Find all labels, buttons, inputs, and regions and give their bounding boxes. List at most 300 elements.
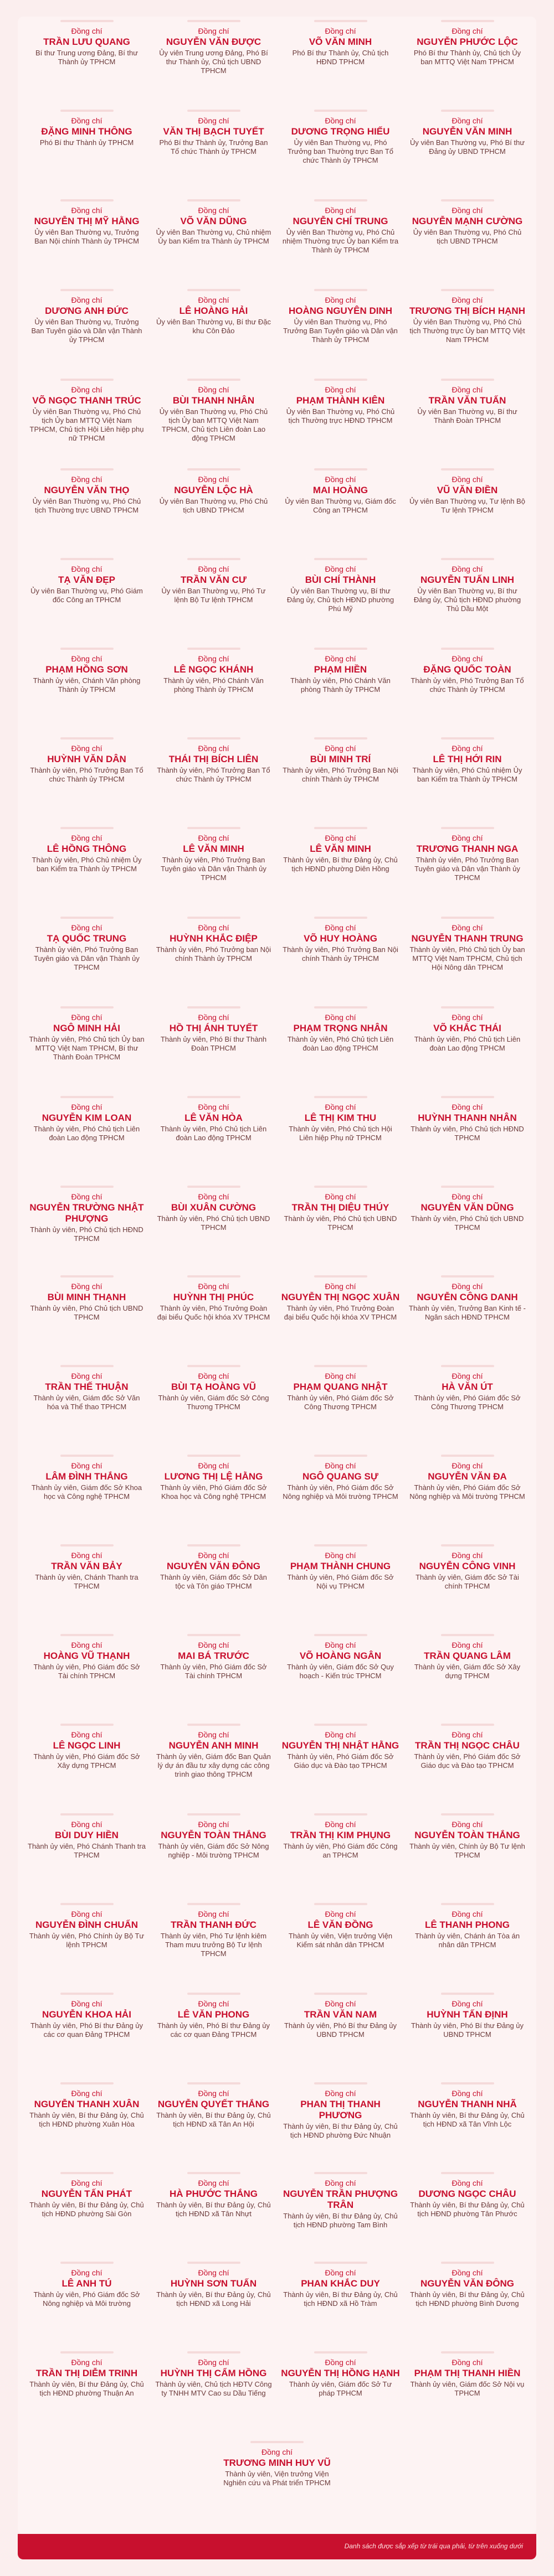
person-title: Ủy viên Ban Thường vụ, Phó Chủ tịch Thường trực UBND TPHCM bbox=[32, 497, 141, 514]
person-title: Ủy viên Ban Thường vụ, Phó Chủ tịch Thường trực Ủy ban MTTQ Việt Nam TPHCM bbox=[409, 318, 525, 344]
person-name: NGUYỄN CÔNG VINH bbox=[419, 1561, 516, 1571]
person-card bbox=[280, 1362, 401, 1451]
person-title: Thành ủy viên, Phó Giám đốc Sở Nông nghiệp và Môi trường TPHCM bbox=[409, 1483, 525, 1501]
person-name: NGUYỄN CHÍ TRUNG bbox=[293, 216, 388, 226]
person-prefix: Đồng chí bbox=[452, 1910, 483, 1918]
person-title: Thành ủy viên, Phó Trưởng Ban Nội chính Thành ủy TPHCM bbox=[283, 945, 398, 963]
person-name: TRẦN THỊ NGỌC CHÂU bbox=[415, 1740, 520, 1751]
person-card bbox=[153, 1362, 274, 1451]
person-name: LÊ THANH PHONG bbox=[425, 1920, 510, 1930]
person-prefix: Đồng chí bbox=[198, 1282, 229, 1291]
person-card bbox=[27, 1003, 147, 1093]
person-name: PHẠM HIỀN bbox=[314, 664, 367, 675]
person-title: Ủy viên Ban Thường vụ, Phó Trưởng ban Thường trực Ban Tổ chức Thành ủy TPHCM bbox=[287, 138, 394, 164]
person-card bbox=[153, 1272, 274, 1362]
person-prefix: Đồng chí bbox=[71, 1820, 102, 1829]
person-title: Thành ủy viên, Phó Trưởng Ban Tổ chức Thành ủy TPHCM bbox=[30, 766, 143, 783]
person-card bbox=[153, 2348, 274, 2438]
person-card bbox=[407, 1810, 527, 1900]
person-title: Thành ủy viên, Trưởng Ban Kinh tế - Ngân sách HĐND TPHCM bbox=[409, 1304, 526, 1321]
person-card bbox=[153, 286, 274, 375]
person-name: LÊ VĂN PHONG bbox=[177, 2009, 250, 2020]
person-title: Thành ủy viên, Phó Giám đốc Sở Khoa học và Công nghệ TPHCM bbox=[160, 1483, 267, 1501]
person-prefix: Đồng chí bbox=[325, 1461, 356, 1470]
person-prefix: Đồng chí bbox=[198, 1372, 229, 1380]
person-card bbox=[153, 2079, 274, 2169]
person-prefix: Đồng chí bbox=[325, 116, 356, 125]
person-card bbox=[280, 286, 401, 375]
person-card bbox=[407, 1720, 527, 1810]
person-prefix: Đồng chí bbox=[198, 1013, 229, 1022]
person-title: Thành ủy viên, Phó Chủ tịch Ủy ban MTTQ Việt Nam TPHCM, Chủ tịch Hội Nông dân TPHCM bbox=[409, 945, 525, 971]
person-card bbox=[153, 555, 274, 644]
person-name: NGUYỄN VĂN DŨNG bbox=[420, 1202, 514, 1213]
person-prefix: Đồng chí bbox=[71, 565, 102, 573]
person-card bbox=[407, 824, 527, 913]
person-card bbox=[27, 1810, 147, 1900]
last-row bbox=[18, 2438, 536, 2527]
person-title: Ủy viên Ban Thường vụ, Phó Trưởng Ban Tuyên giáo và Dân vận Thành ủy TPHCM bbox=[283, 318, 398, 344]
person-card bbox=[280, 2348, 401, 2438]
person-prefix: Đồng chí bbox=[71, 296, 102, 304]
person-name: TRẦN THỊ KIM PHỤNG bbox=[290, 1830, 391, 1840]
person-card bbox=[407, 1182, 527, 1272]
person-prefix: Đồng chí bbox=[198, 206, 229, 215]
person-title: Thành ủy viên, Bí thư Đảng ủy, Chủ tịch HĐND phường Bình Dương bbox=[410, 2290, 525, 2308]
person-prefix: Đồng chí bbox=[452, 2268, 483, 2277]
person-prefix: Đồng chí bbox=[325, 2358, 356, 2367]
person-name: NGUYỄN MẠNH CƯỜNG bbox=[412, 216, 523, 226]
person-title: Thành ủy viên, Phó Chủ tịch Liên đoàn Lao động TPHCM bbox=[33, 1125, 140, 1142]
person-card bbox=[153, 1810, 274, 1900]
person-name: BÙI XUÂN CƯỜNG bbox=[171, 1202, 257, 1213]
person-title: Thành ủy viên, Bí thư Đảng ủy, Chủ tịch HĐND phường Xuân Hòa bbox=[29, 2111, 144, 2128]
person-prefix: Đồng chí bbox=[71, 744, 102, 753]
person-name: LÊ VĂN HÒA bbox=[184, 1113, 243, 1123]
person-card bbox=[407, 2258, 527, 2348]
person-card bbox=[280, 1989, 401, 2079]
person-name: NGUYỄN THỊ NGỌC XUÂN bbox=[281, 1292, 400, 1302]
person-prefix: Đồng chí bbox=[71, 923, 102, 932]
person-name: NGUYỄN THANH XUÂN bbox=[34, 2099, 140, 2109]
person-name: LÊ ANH TÚ bbox=[61, 2278, 112, 2289]
person-title: Thành ủy viên, Phó Giám đốc Sở Tài chính TPHCM bbox=[33, 1663, 140, 1680]
person-name: BÙI CHÍ THÀNH bbox=[305, 575, 376, 585]
person-title: Ủy viên Ban Thường vụ, Phó Chủ tịch UBND TPHCM bbox=[413, 228, 522, 245]
person-name: ĐẶNG QUỐC TOÀN bbox=[423, 664, 511, 675]
person-card bbox=[280, 1631, 401, 1720]
person-card bbox=[280, 555, 401, 644]
person-card bbox=[27, 196, 147, 286]
person-card bbox=[280, 375, 401, 465]
person-title: Thành ủy viên, Phó Giám đốc Sở Công Thương TPHCM bbox=[287, 1394, 394, 1411]
person-title: Thành ủy viên, Phó Chủ nhiệm Ủy ban Kiểm tra Thành ủy TPHCM bbox=[32, 856, 142, 873]
person-title: Thành ủy viên, Giám đốc Sở Công Thương TPHCM bbox=[158, 1394, 269, 1411]
person-name: DƯƠNG TRỌNG HIẾU bbox=[291, 126, 390, 137]
person-prefix: Đồng chí bbox=[71, 1372, 102, 1380]
person-prefix: Đồng chí bbox=[452, 1372, 483, 1380]
person-title: Thành ủy viên, Phó Trưởng Ban Tuyên giáo và Dân vận Thành ủy TPHCM bbox=[161, 856, 266, 882]
person-prefix: Đồng chí bbox=[198, 834, 229, 842]
person-card bbox=[153, 1093, 274, 1182]
person-prefix: Đồng chí bbox=[452, 116, 483, 125]
person-card bbox=[407, 1900, 527, 1989]
person-title: Thành ủy viên, Phó Chủ tịch Hội Liên hiệp Phụ nữ TPHCM bbox=[289, 1125, 392, 1142]
person-title: Ủy viên Ban Thường vụ, Phó Chủ nhiệm Thường trực Ủy ban Kiểm tra Thành ủy TPHCM bbox=[282, 228, 399, 254]
person-name: BÙI DUY HIỀN bbox=[55, 1830, 119, 1840]
person-prefix: Đồng chí bbox=[71, 1192, 102, 1201]
person-card bbox=[27, 1182, 147, 1272]
person-name: THÁI THỊ BÍCH LIÊN bbox=[168, 754, 259, 764]
person-card bbox=[153, 1003, 274, 1093]
person-name: TRƯƠNG THỊ BÍCH HẠNH bbox=[409, 306, 525, 316]
person-name: TRẦN THANH ĐỨC bbox=[171, 1920, 257, 1930]
person-name: MAI BÁ TRƯỚC bbox=[178, 1651, 249, 1661]
person-prefix: Đồng chí bbox=[452, 1551, 483, 1560]
person-card bbox=[27, 375, 147, 465]
person-prefix: Đồng chí bbox=[452, 1103, 483, 1111]
person-title: Ủy viên Trung ương Đảng, Phó Bí thư Thành ủy, Chủ tịch UBND TPHCM bbox=[159, 49, 268, 75]
person-card bbox=[407, 2169, 527, 2258]
person-title: Thành ủy viên, Phó Chủ tịch UBND TPHCM bbox=[157, 1214, 270, 1232]
person-card bbox=[280, 2169, 401, 2258]
person-card bbox=[280, 1541, 401, 1631]
person-title: Thành ủy viên, Phó Bí thư Thành Đoàn TPHCM bbox=[160, 1035, 267, 1052]
person-name: BÙI THANH NHÂN bbox=[172, 395, 255, 406]
person-title: Thành ủy viên, Phó Trưởng Đoàn đại biểu Quốc hội khóa XV TPHCM bbox=[284, 1304, 397, 1321]
person-name: LÊ THỊ KIM THU bbox=[304, 1113, 377, 1123]
person-prefix: Đồng chí bbox=[198, 1103, 229, 1111]
person-card bbox=[280, 913, 401, 1003]
person-prefix: Đồng chí bbox=[325, 206, 356, 215]
person-prefix: Đồng chí bbox=[71, 2179, 102, 2187]
person-title: Thành ủy viên, Chính ủy Bộ Tư lệnh TPHCM bbox=[409, 1842, 525, 1859]
person-prefix: Đồng chí bbox=[325, 1999, 356, 2008]
person-prefix: Đồng chí bbox=[325, 1730, 356, 1739]
person-name: TRẦN VĂN TUẤN bbox=[428, 395, 506, 406]
person-title: Thành ủy viên, Viện trưởng Viện Nghiên cứu và Phát triển TPHCM bbox=[223, 2470, 331, 2487]
person-name: NGUYỄN THỊ MỸ HẰNG bbox=[34, 216, 140, 226]
person-title: Thành ủy viên, Phó Bí thư Đảng ủy các cơ quan Đảng TPHCM bbox=[30, 2021, 143, 2039]
person-title: Ủy viên Ban Thường vụ, Phó Tư lệnh Bộ Tư lệnh TPHCM bbox=[161, 587, 266, 604]
person-card bbox=[27, 106, 147, 196]
person-prefix: Đồng chí bbox=[452, 1820, 483, 1829]
person-title: Thành ủy viên, Chủ tịch HĐTV Công ty TNHH MTV Cao su Dầu Tiếng bbox=[155, 2380, 272, 2397]
person-title: Thành ủy viên, Bí thư Đảng ủy, Chủ tịch HĐND phường Sài Gòn bbox=[29, 2201, 144, 2218]
person-name: TRẦN THỊ DIỆU THÚY bbox=[291, 1202, 389, 1213]
person-title: Ủy viên Ban Thường vụ, Phó Chủ tịch Ủy ban MTTQ Việt Nam TPHCM, Chủ tịch Hội Liên hiệp phụ nữ TPHCM bbox=[29, 407, 144, 442]
person-name: HUỲNH TẤN ĐỊNH bbox=[427, 2009, 508, 2020]
person-prefix: Đồng chí bbox=[198, 1461, 229, 1470]
person-name: VÕ HUY HOÀNG bbox=[304, 933, 377, 944]
person-card bbox=[27, 555, 147, 644]
person-prefix: Đồng chí bbox=[198, 385, 229, 394]
person-title: Thành ủy viên, Phó Trưởng Ban Tổ chức Thành ủy TPHCM bbox=[157, 766, 270, 783]
person-card bbox=[27, 1451, 147, 1541]
person-name: LÊ NGỌC KHÁNH bbox=[173, 664, 254, 675]
person-name: TRẦN VĂN BẢY bbox=[51, 1561, 122, 1571]
person-prefix: Đồng chí bbox=[198, 2268, 229, 2277]
person-title: Ủy viên Ban Thường vụ, Phó Giám đốc Công an TPHCM bbox=[30, 587, 143, 604]
person-card bbox=[27, 1631, 147, 1720]
person-title: Thành ủy viên, Giám đốc Sở Tư pháp TPHCM bbox=[289, 2380, 392, 2397]
person-name: PHẠM THỊ THANH HIỀN bbox=[414, 2368, 521, 2378]
person-name: DƯƠNG NGỌC CHÂU bbox=[418, 2189, 516, 2199]
person-prefix: Đồng chí bbox=[71, 1103, 102, 1111]
person-title: Thành ủy viên, Phó Chủ tịch Ủy ban MTTQ Việt Nam TPHCM, Bí thư Thành Đoàn TPHCM bbox=[29, 1035, 145, 1061]
person-card bbox=[280, 17, 401, 106]
person-prefix: Đồng chí bbox=[452, 27, 483, 35]
person-title: Thành ủy viên, Chánh Thanh tra TPHCM bbox=[35, 1573, 138, 1590]
person-title: Thành ủy viên, Chánh Văn phòng Thành ủy TPHCM bbox=[33, 676, 141, 694]
person-title: Thành ủy viên, Phó Bí thư Đảng ủy UBND TPHCM bbox=[411, 2021, 524, 2039]
person-title: Ủy viên Ban Thường vụ, Bí thư Đảng ủy, Chủ tịch HĐND phường Thủ Dầu Một bbox=[413, 587, 521, 613]
person-name: HUỲNH THANH NHÂN bbox=[418, 1113, 517, 1123]
person-title: Thành ủy viên, Giám đốc Sở Nông nghiệp - Môi trường TPHCM bbox=[158, 1842, 269, 1859]
person-card bbox=[407, 196, 527, 286]
person-title: Thành ủy viên, Phó Trưởng Ban Tổ chức Thành ủy TPHCM bbox=[411, 676, 524, 694]
person-title: Thành ủy viên, Giám đốc Sở Nội vụ TPHCM bbox=[410, 2380, 525, 2397]
person-name: HUỲNH THỊ CẨM HỒNG bbox=[160, 2368, 267, 2378]
person-name: TRẦN THẾ THUẬN bbox=[45, 1382, 129, 1392]
person-name: NGUYỄN KIM LOAN bbox=[42, 1113, 132, 1123]
person-name: NGÔ MINH HẢI bbox=[53, 1023, 120, 1033]
person-prefix: Đồng chí bbox=[452, 475, 483, 484]
person-title: Thành ủy viên, Bí thư Đảng ủy, Chủ tịch HĐND phường Thuận An bbox=[29, 2380, 144, 2397]
person-prefix: Đồng chí bbox=[198, 1820, 229, 1829]
person-title: Ủy viên Ban Thường vụ, Phó Chủ tịch UBND TPHCM bbox=[159, 497, 268, 514]
person-title: Thành ủy viên, Chánh án Tòa án nhân dân TPHCM bbox=[414, 1932, 520, 1949]
person-title: Ủy viên Ban Thường vụ, Phó Chủ tịch Thường trực HĐND TPHCM bbox=[286, 407, 395, 425]
person-prefix: Đồng chí bbox=[198, 1641, 229, 1649]
person-name: MAI HOÀNG bbox=[312, 485, 368, 495]
person-card bbox=[407, 913, 527, 1003]
person-prefix: Đồng chí bbox=[71, 1461, 102, 1470]
person-prefix: Đồng chí bbox=[325, 296, 356, 304]
person-card bbox=[280, 1003, 401, 1093]
person-name: LÊ VĂN ĐỒNG bbox=[307, 1920, 373, 1930]
person-name: NGUYỄN TRƯỜNG NHẬT PHƯỢNG bbox=[29, 1202, 144, 1224]
person-card bbox=[280, 644, 401, 734]
person-prefix: Đồng chí bbox=[325, 654, 356, 663]
person-name: VÕ KHẮC THÁI bbox=[433, 1023, 501, 1033]
person-card bbox=[27, 1362, 147, 1451]
person-card bbox=[407, 1003, 527, 1093]
person-title: Thành ủy viên, Viện trưởng Viện Kiểm sát nhân dân TPHCM bbox=[288, 1932, 393, 1949]
person-title: Ủy viên Ban Thường vụ, Trưởng Ban Nội chính Thành ủy TPHCM bbox=[34, 228, 139, 245]
person-title: Thành ủy viên, Phó Giám đốc Sở Giáo dục và Đào tạo TPHCM bbox=[287, 1752, 394, 1770]
person-prefix: Đồng chí bbox=[71, 1999, 102, 2008]
person-card bbox=[27, 734, 147, 824]
person-prefix: Đồng chí bbox=[452, 1282, 483, 1291]
person-title: Ủy viên Ban Thường vụ, Phó Chủ tịch Ủy ban MTTQ Việt Nam TPHCM, Chủ tịch Liên đoàn Lao động TPHCM bbox=[159, 407, 268, 442]
person-title: Phó Bí thư Thành ủy, Trưởng Ban Tổ chức Thành ủy TPHCM bbox=[159, 138, 268, 156]
person-prefix: Đồng chí bbox=[71, 116, 102, 125]
person-card bbox=[214, 2438, 340, 2527]
person-prefix: Đồng chí bbox=[198, 2089, 229, 2098]
person-title: Thành ủy viên, Bí thư Đảng ủy, Chủ tịch HĐND phường Tam Bình bbox=[283, 2212, 398, 2229]
person-card bbox=[280, 2079, 401, 2169]
person-card bbox=[280, 106, 401, 196]
person-prefix: Đồng chí bbox=[452, 654, 483, 663]
person-title: Thành ủy viên, Phó Giám đốc Sở Tài chính TPHCM bbox=[160, 1663, 267, 1680]
person-card bbox=[407, 2348, 527, 2438]
person-prefix: Đồng chí bbox=[198, 1551, 229, 1560]
person-title: Thành ủy viên, Giám đốc Sở Quy hoạch - Kiến trúc TPHCM bbox=[287, 1663, 394, 1680]
leaders-board bbox=[18, 17, 536, 2534]
person-name: DƯƠNG ANH ĐỨC bbox=[45, 306, 129, 316]
person-name: BÙI MINH TRÍ bbox=[310, 754, 371, 764]
person-name: LÂM ĐÌNH THẮNG bbox=[45, 1471, 128, 1482]
person-card bbox=[280, 1810, 401, 1900]
person-title: Phó Bí thư Thành ủy, Chủ tịch Ủy ban MTTQ Việt Nam TPHCM bbox=[413, 49, 521, 66]
person-card bbox=[153, 375, 274, 465]
person-name: PHAN THỊ THANH PHƯƠNG bbox=[300, 2099, 381, 2120]
person-card bbox=[153, 913, 274, 1003]
person-name: NGUYỄN TUẤN LINH bbox=[420, 575, 515, 585]
person-prefix: Đồng chí bbox=[71, 2358, 102, 2367]
person-card bbox=[280, 1182, 401, 1272]
person-card bbox=[407, 17, 527, 106]
person-title: Ủy viên Ban Thường vụ, Bí thư Thành Đoàn TPHCM bbox=[417, 407, 517, 425]
person-card bbox=[280, 734, 401, 824]
person-card bbox=[407, 2079, 527, 2169]
person-prefix: Đồng chí bbox=[452, 296, 483, 304]
person-prefix: Đồng chí bbox=[71, 1551, 102, 1560]
person-prefix: Đồng chí bbox=[325, 1372, 356, 1380]
person-card bbox=[27, 1720, 147, 1810]
person-title: Ủy viên Ban Thường vụ, Phó Bí thư Đảng ủy UBND TPHCM bbox=[409, 138, 525, 156]
person-name: NGUYỄN VĂN THỌ bbox=[44, 485, 130, 495]
person-prefix: Đồng chí bbox=[71, 2268, 102, 2277]
person-card bbox=[153, 1989, 274, 2079]
person-prefix: Đồng chí bbox=[198, 475, 229, 484]
person-title: Thành ủy viên, Phó Trưởng Ban Nội chính Thành ủy TPHCM bbox=[283, 766, 398, 783]
person-name: NGUYỄN THANH NHÃ bbox=[418, 2099, 517, 2109]
person-card bbox=[280, 1720, 401, 1810]
person-prefix: Đồng chí bbox=[198, 1910, 229, 1918]
person-prefix: Đồng chí bbox=[452, 1461, 483, 1470]
person-card bbox=[407, 286, 527, 375]
person-card bbox=[280, 2258, 401, 2348]
person-title: Thành ủy viên, Phó Chủ tịch Liên đoàn Lao động TPHCM bbox=[414, 1035, 521, 1052]
person-prefix: Đồng chí bbox=[198, 116, 229, 125]
person-prefix: Đồng chí bbox=[71, 475, 102, 484]
person-name: HÀ VĂN ÚT bbox=[442, 1382, 493, 1392]
person-prefix: Đồng chí bbox=[452, 2089, 483, 2098]
person-prefix: Đồng chí bbox=[325, 27, 356, 35]
person-card bbox=[27, 17, 147, 106]
person-card bbox=[280, 1093, 401, 1182]
person-card bbox=[153, 17, 274, 106]
person-title: Thành ủy viên, Phó Chánh Văn phòng Thành ủy TPHCM bbox=[163, 676, 264, 694]
person-card bbox=[27, 1541, 147, 1631]
person-prefix: Đồng chí bbox=[325, 1013, 356, 1022]
person-name: NGUYỄN LỘC HÀ bbox=[174, 485, 253, 495]
person-name: NGUYỄN VĂN MINH bbox=[422, 126, 512, 137]
person-title: Thành ủy viên, Phó Trưởng Ban Tuyên giáo và Dân vận Thành ủy TPHCM bbox=[34, 945, 140, 971]
person-card bbox=[407, 1362, 527, 1451]
person-name: PHAN KHẮC DUY bbox=[301, 2278, 380, 2289]
person-prefix: Đồng chí bbox=[325, 1641, 356, 1649]
person-title: Thành ủy viên, Phó Bí thư Đảng ủy các cơ quan Đảng TPHCM bbox=[157, 2021, 270, 2039]
person-card bbox=[27, 644, 147, 734]
footer-note: Danh sách được sắp xếp từ trái qua phải, từ trên xuống dưới bbox=[344, 2542, 523, 2550]
person-name: VÕ HOÀNG NGÂN bbox=[299, 1651, 382, 1661]
person-card bbox=[280, 824, 401, 913]
person-prefix: Đồng chí bbox=[198, 2358, 229, 2367]
person-name: NGUYỄN VĂN ĐA bbox=[428, 1471, 507, 1482]
person-title: Thành ủy viên, Phó Giám đốc Sở Công Thương TPHCM bbox=[414, 1394, 521, 1411]
person-title: Thành ủy viên, Giám đốc Sở Xây dựng TPHCM bbox=[414, 1663, 521, 1680]
person-title: Thành ủy viên, Bí thư Đảng ủy, Chủ tịch HĐND phường Diên Hồng bbox=[283, 856, 398, 873]
person-card bbox=[27, 2079, 147, 2169]
person-title: Thành ủy viên, Bí thư Đảng ủy, Chủ tịch HĐND phường Đức Nhuận bbox=[283, 2122, 398, 2139]
person-title: Thành ủy viên, Phó Chánh Văn phòng Thành ủy TPHCM bbox=[290, 676, 391, 694]
person-name: TRẦN VĂN NAM bbox=[304, 2009, 377, 2020]
person-title: Bí thư Trung ương Đảng, Bí thư Thành ủy TPHCM bbox=[35, 49, 138, 66]
person-name: NGUYỄN CÔNG DANH bbox=[417, 1292, 518, 1302]
person-title: Thành ủy viên, Giám đốc Sở Khoa học và Công nghệ TPHCM bbox=[31, 1483, 142, 1501]
person-prefix: Đồng chí bbox=[325, 1551, 356, 1560]
person-card bbox=[153, 644, 274, 734]
person-name: VŨ VĂN ĐIỀN bbox=[437, 485, 498, 495]
person-prefix: Đồng chí bbox=[198, 1999, 229, 2008]
person-name: HUỲNH SƠN TUẤN bbox=[170, 2278, 257, 2289]
person-title: Thành ủy viên, Phó Giám đốc Sở Nội vụ TPHCM bbox=[287, 1573, 394, 1590]
person-name: NGUYỄN KHOA HẢI bbox=[42, 2009, 131, 2020]
person-name: LƯƠNG THỊ LỆ HẰNG bbox=[164, 1471, 263, 1482]
person-prefix: Đồng chí bbox=[325, 2268, 356, 2277]
person-card bbox=[153, 465, 274, 555]
footer-bar bbox=[18, 2534, 536, 2559]
person-prefix: Đồng chí bbox=[71, 1910, 102, 1918]
person-card bbox=[27, 2348, 147, 2438]
person-prefix: Đồng chí bbox=[71, 1282, 102, 1291]
person-card bbox=[153, 1631, 274, 1720]
person-title: Thành ủy viên, Phó Giám đốc Sở Xây dựng TPHCM bbox=[33, 1752, 140, 1770]
person-title: Thành ủy viên, Bí thư Đảng ủy, Chủ tịch HĐND xã Hồ Tràm bbox=[283, 2290, 398, 2308]
person-prefix: Đồng chí bbox=[452, 834, 483, 842]
person-card bbox=[407, 1631, 527, 1720]
person-prefix: Đồng chí bbox=[71, 2089, 102, 2098]
person-name: LÊ NGỌC LINH bbox=[53, 1740, 121, 1751]
person-prefix: Đồng chí bbox=[325, 834, 356, 842]
person-prefix: Đồng chí bbox=[452, 206, 483, 215]
person-title: Thành ủy viên, Bí thư Đảng ủy, Chủ tịch HĐND xã Long Hải bbox=[156, 2290, 271, 2308]
person-name: TẠ VĂN ĐẸP bbox=[58, 575, 115, 585]
person-title: Thành ủy viên, Giám đốc Sở Tài chính TPHCM bbox=[416, 1573, 519, 1590]
person-title: Thành ủy viên, Phó Trưởng Đoàn đại biểu Quốc hội khóa XV TPHCM bbox=[157, 1304, 270, 1321]
person-prefix: Đồng chí bbox=[452, 1999, 483, 2008]
person-title: Thành ủy viên, Phó Giám đốc Sở Nông nghiệp và Môi trường TPHCM bbox=[283, 1483, 398, 1501]
person-title: Ủy viên Ban Thường vụ, Bí thư Đặc khu Côn Đảo bbox=[156, 318, 271, 335]
person-name: NGUYỄN PHƯỚC LỘC bbox=[417, 37, 518, 47]
person-prefix: Đồng chí bbox=[198, 923, 229, 932]
person-card bbox=[27, 2169, 147, 2258]
person-name: TRƯƠNG THANH NGA bbox=[416, 844, 519, 854]
person-card bbox=[407, 1093, 527, 1182]
person-title: Thành ủy viên, Phó Chủ tịch UBND TPHCM bbox=[30, 1304, 143, 1321]
person-name: HOÀNG VŨ THẠNH bbox=[43, 1651, 130, 1661]
person-title: Thành ủy viên, Bí thư Đảng ủy, Chủ tịch HĐND xã Tân Vĩnh Lộc bbox=[410, 2111, 525, 2128]
person-prefix: Đồng chí bbox=[325, 1103, 356, 1111]
person-card bbox=[153, 824, 274, 913]
person-title: Thành ủy viên, Giám đốc Sở Văn hóa và Thể thao TPHCM bbox=[33, 1394, 140, 1411]
person-card bbox=[280, 1451, 401, 1541]
person-prefix: Đồng chí bbox=[71, 654, 102, 663]
person-name: NGUYỄN THANH TRUNG bbox=[411, 933, 524, 944]
